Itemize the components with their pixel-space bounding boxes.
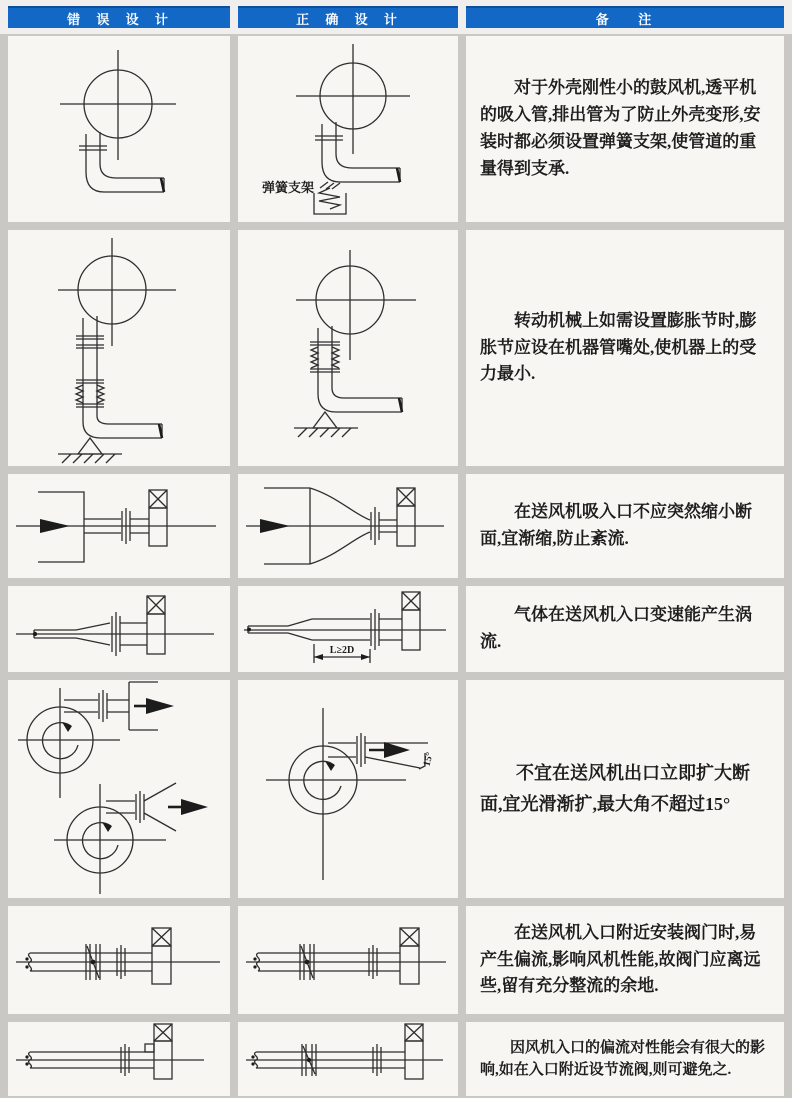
row3-correct-cell <box>238 474 458 578</box>
row2-correct-cell <box>238 230 458 466</box>
blower-pipe-unsupported-diagram <box>8 36 230 222</box>
flow-arrow <box>260 519 290 533</box>
row6-wrong-cell <box>8 906 230 1014</box>
fan-box-symbol <box>397 488 415 546</box>
sudden-outlet-expansion-diagram <box>8 680 230 898</box>
note-text: 气体在送风机入口变速能产生涡流. <box>480 605 752 651</box>
note-text: 不宜在送风机出口立即扩大断面,宜光滑渐扩,最大角不超过15° <box>480 763 750 814</box>
straight-length-dimension-label: L≥2D <box>329 645 355 656</box>
row5-note-cell <box>466 680 784 898</box>
row1-correct-cell <box>238 36 458 222</box>
row2-note-cell <box>466 230 784 466</box>
flange-symbol <box>315 136 343 140</box>
valve-near-inlet-diagram <box>8 906 230 1014</box>
flange-symbol <box>79 146 107 150</box>
note-text: 对于外壳刚性小的鼓风机,透平机的吸入管,排出管为了防止外壳变形,安装时都必须设置弹簧支架,使管道的重量得到支承. <box>480 78 761 178</box>
flange-symbol <box>136 791 144 823</box>
row6-note-cell <box>466 906 784 1014</box>
flow-arrow <box>384 742 410 758</box>
expansion-joint-far-from-nozzle-diagram <box>8 230 230 466</box>
note-text: 在送风机入口附近安装阀门时,易产生偏流,影响风机性能,故阀门应离远些,留有充分整流的余地. <box>480 922 761 996</box>
fan-box-symbol <box>154 1024 172 1079</box>
expansion-joint-symbol <box>310 342 340 372</box>
header-notes: 备 注 <box>466 6 784 28</box>
expansion-joint-symbol <box>76 380 104 407</box>
row6-correct-cell <box>238 906 458 1014</box>
row7-note-cell <box>466 1022 784 1096</box>
fan-box-symbol <box>400 928 419 984</box>
row1-wrong-cell <box>8 36 230 222</box>
row3-note-cell <box>466 474 784 578</box>
fan-box-symbol <box>149 490 167 546</box>
flange-symbol <box>357 733 365 767</box>
flow-arrow <box>181 799 208 815</box>
row7-wrong-cell <box>8 1022 230 1096</box>
header-wrong-design: 错 误 设 计 <box>8 6 230 28</box>
inlet-without-throttle-valve-diagram <box>8 1022 230 1096</box>
gradual-contraction-inlet-diagram <box>238 474 458 578</box>
note-text: 在送风机吸入口不应突然缩小断面,宜渐缩,防止紊流. <box>480 502 752 548</box>
row5-wrong-cell <box>8 680 230 898</box>
row7-correct-cell <box>238 1022 458 1096</box>
sudden-contraction-inlet-diagram <box>8 474 230 578</box>
ground-support-symbol <box>294 412 358 437</box>
row1-note-cell <box>466 36 784 222</box>
expansion-joint-at-nozzle-diagram <box>238 230 458 466</box>
inlet-with-throttle-valve-diagram <box>238 1022 458 1096</box>
row4-note-cell <box>466 586 784 672</box>
note-text: 因风机入口的偏流对性能会有很大的影响,如在入口附近设节流阀,则可避免之. <box>480 1039 766 1078</box>
spring-support-symbol <box>314 182 346 214</box>
flange-symbol <box>99 690 107 722</box>
row4-correct-cell <box>238 586 458 672</box>
expansion-with-straight-length-diagram <box>238 586 458 672</box>
comparison-table <box>8 6 784 1096</box>
fan-box-symbol <box>152 928 171 984</box>
angle-dimension-label: 15° <box>421 751 436 768</box>
fan-box-symbol <box>147 596 165 654</box>
inlet-box-symbol <box>145 1044 154 1052</box>
row3-wrong-cell <box>8 474 230 578</box>
flow-arrow <box>40 519 70 533</box>
ground-support-symbol <box>58 438 122 463</box>
flange-symbol <box>76 336 104 348</box>
note-text: 转动机械上如需设置膨胀节时,膨胀节应设在机器管嘴处,使机器上的受力最小. <box>480 310 757 384</box>
blower-pipe-spring-support-diagram <box>238 36 458 222</box>
valve-far-from-inlet-diagram <box>238 906 458 1014</box>
spring-support-label: 弹簧支架 <box>262 180 315 195</box>
flow-arrow <box>146 698 174 714</box>
fan-box-symbol <box>405 1024 423 1079</box>
header-correct-design: 正 确 设 计 <box>238 6 458 28</box>
expansion-at-inlet-diagram <box>8 586 230 672</box>
row4-wrong-cell <box>8 586 230 672</box>
fan-box-symbol <box>402 592 420 650</box>
row2-wrong-cell <box>8 230 230 466</box>
gradual-outlet-expansion-diagram <box>238 680 458 898</box>
row5-correct-cell <box>238 680 458 898</box>
